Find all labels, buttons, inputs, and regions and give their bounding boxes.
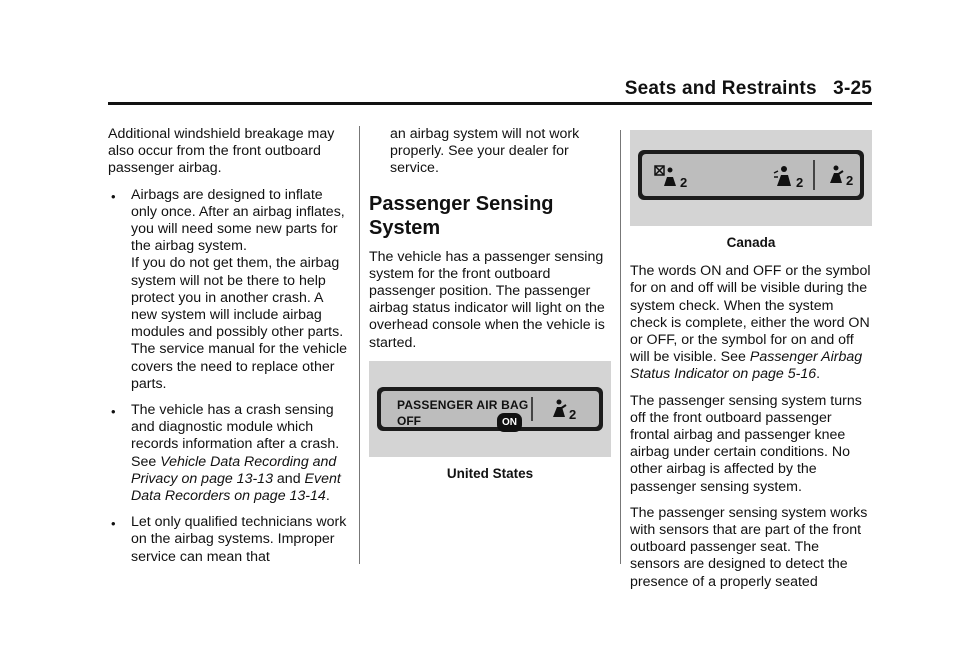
- indicator-display: [638, 150, 864, 200]
- column-3: [630, 130, 872, 600]
- column-divider: [620, 130, 621, 564]
- carryover-text: an airbag system will not work properly. See your dealer for service.: [390, 126, 580, 177]
- bullet-list: [108, 187, 352, 566]
- indicator-display: [377, 387, 603, 431]
- passenger-seat-icon: 2: [549, 399, 576, 425]
- page-number: 3-25: [833, 78, 872, 99]
- column-divider: [359, 126, 360, 564]
- figure-caption: United States: [446, 465, 534, 481]
- column-2: [369, 126, 611, 494]
- bullet-icon: •: [111, 404, 116, 420]
- intro-paragraph: Additional windshield breakage may also occur from the front outboard passenger airbag.: [108, 126, 335, 177]
- body-paragraph: The passenger sensing system works with sensors that are part of the front outboard passenger seat. The sensors are designed to detect the presence of a properly seated: [630, 504, 868, 590]
- header-title: [625, 78, 872, 100]
- indicator-on-label: ON: [497, 413, 522, 432]
- cross-reference-link[interactable]: Vehicle Data Recording and Privacy on page 13-13: [131, 453, 337, 487]
- cross-reference-link[interactable]: Event Data Recorders on page 13-14: [131, 470, 341, 505]
- indicator-label: PASSENGER AIR BAG: [397, 397, 529, 412]
- list-item-text: .: [325, 488, 330, 505]
- list-item-text: The vehicle has a crash sensing and diagnostic module which records information after a crash. See: [131, 402, 340, 470]
- body-paragraph: The words ON and OFF or the symbol for on and off will be visible during the system check. When the system check is complete, either the word ON or OFF, or the symbol for on and off will be visible. See Passenger Airbag Status Indicator on page 5-16.: [630, 263, 871, 383]
- bullet-icon: •: [111, 188, 116, 204]
- cross-reference-link[interactable]: Passenger Airbag Status Indicator on page 5-16: [630, 349, 863, 383]
- list-item-text: and: [272, 470, 305, 487]
- column-1: [108, 126, 352, 575]
- page-header: [108, 78, 872, 105]
- airbag-off-icon: 2: [654, 165, 687, 193]
- body-paragraph: The vehicle has a passenger sensing system for the front outboard passenger position. The passenger airbag status indicator will light on the overhead console when the vehicle is started.: [369, 248, 605, 351]
- figure-caption: Canada: [726, 235, 776, 250]
- list-item: [108, 514, 352, 566]
- passenger-seat-icon: 2: [826, 165, 853, 191]
- indicator-separator: [531, 397, 533, 421]
- body-paragraph: The passenger sensing system turns off the front outboard passenger frontal airbag and passenger knee airbag under certain conditions. No other airbag is affected by the passenger sensing system.: [630, 392, 862, 495]
- list-item-text: If you do not get them, the airbag system will not be there to help protect you in another crash. A new system will include airbag modules and possibly other parts. The service manual for the vehicle covers the need to replace other parts.: [131, 255, 348, 392]
- section-title: Seats and Restraints: [624, 78, 817, 99]
- list-item-text: Airbags are designed to inflate only once. After an airbag inflates, you will need some new parts for the airbag system.: [131, 186, 345, 255]
- bullet-icon: •: [111, 516, 116, 532]
- section-heading: Passenger Sensing System: [369, 192, 554, 239]
- airbag-on-icon: 2: [772, 165, 803, 193]
- us-indicator-image: [369, 361, 611, 457]
- list-item-text: Let only qualified technicians work on the airbag systems. Improper service can mean that: [131, 514, 347, 565]
- list-item: [108, 187, 352, 393]
- indicator-separator: [813, 160, 815, 190]
- indicator-off-label: OFF: [397, 413, 421, 428]
- list-item: [108, 402, 352, 505]
- canada-indicator-image: [630, 130, 872, 226]
